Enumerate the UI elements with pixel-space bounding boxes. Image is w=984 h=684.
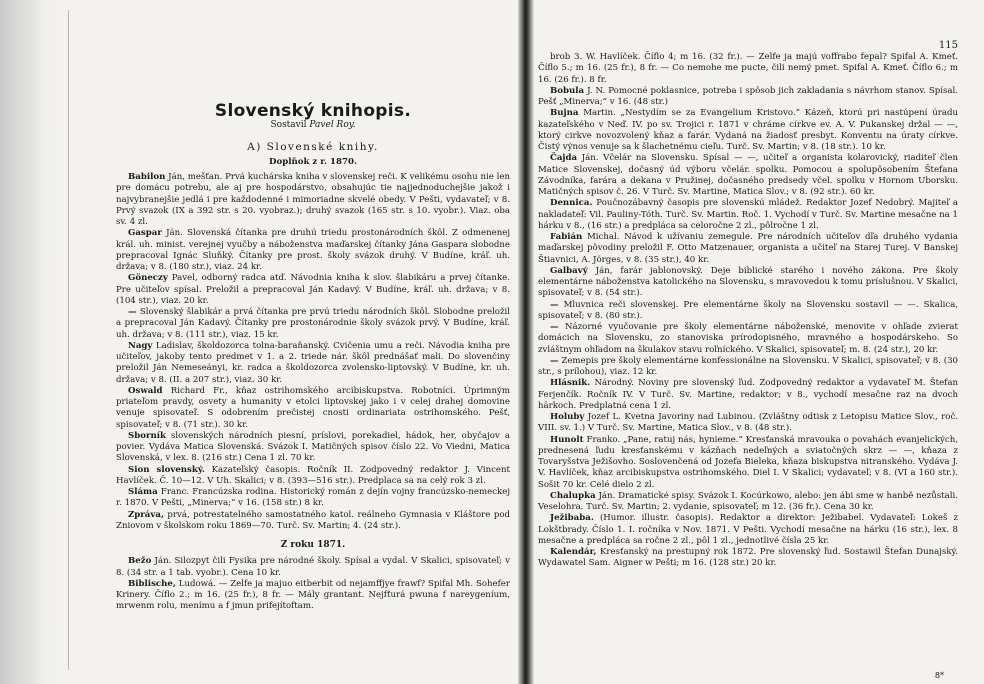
entry-heading: Čajda — [550, 153, 578, 164]
entry-heading: — — [128, 307, 137, 317]
entry-heading: Dennica. — [550, 198, 593, 209]
bibliography-entry — [538, 300, 958, 323]
entry-text: Zemepis pre školy elementárne konfessionálne na Slovensku. V Skalici, spisovateľ; v 8. (30 str., s prílohou), viaz. 12 kr. — [538, 355, 959, 377]
entry-heading: Sborník — [128, 430, 166, 441]
bibliography-entry — [538, 52, 958, 86]
bibliography-entry — [116, 556, 510, 579]
bibliography-entry — [116, 510, 510, 533]
entries-1870 — [116, 172, 510, 532]
page-edge-shadow — [0, 0, 62, 684]
right-page — [528, 0, 984, 684]
entry-heading: Oswald — [128, 385, 163, 396]
entry-text: Michal. Návod k užívaniu zemegule. Pre národních učiteľov dľa druhého vydania maďarskej pôvodiny preložil F. Otto Matzenauer, organista a učiteľ na Starej Turej. V Banskej Štiavnici, A. Jörges, v 8. (35 str.), 40 kr. — [538, 232, 958, 265]
entry-heading: — — [550, 322, 559, 332]
entry-heading: — — [550, 355, 559, 366]
article-title: Slovenský knihopis. — [214, 101, 412, 121]
entry-text: Franc. Francúzska rodina. Historický román z dejín vojny francúzsko-nemeckej r. 1870. V Pešti, „Minerva;“ v 16. (158 str.) 8 kr. — [116, 487, 510, 509]
entry-text: Franko. „Pane, ratuj nás, hynieme.“ Kresťanská mravouka o povahách evanjelických, prednesená ľudu kresťanskému v kázňach nedeľných a sviatočných skrz — —, kňaza z Tovaryšstva Ježišovho. Soslovenčená od Jozefa Bieleka, kňaza biskupstva nitranského. Vydáva J. V. Havlíček, kňaz arcibiskupstva ostrihomského. Diel I. V Skalici; vydavateľ; v 8. (VI a 160 str.). Sošit 70 kr. Celé dielo 2 zl. — [538, 434, 958, 490]
entry-heading: Babilon — [128, 172, 166, 182]
bibliography-entry — [538, 378, 958, 412]
entry-text: Jozef L. Kvetna Javoriny nad Lubinou. (Zvláštny odtisk z Letopisu Matice Slov., roč. VIII. sv. 1.) V Turč. Sv. Martine, Matica Slov., v 8. (48 str.). — [538, 412, 958, 434]
section-heading: A) Slovenské knihy. — [247, 140, 379, 153]
entry-heading: Bujna — [550, 108, 579, 119]
entry-heading: Kalendár, — [550, 547, 597, 557]
entry-heading: Holuby — [550, 412, 585, 422]
bibliography-entry — [116, 465, 510, 488]
bibliography-entry — [116, 386, 510, 431]
entry-heading: Hlásnik. — [550, 378, 591, 389]
entry-text: Ladislav, školdozorca tolna-baraňanský. Cvičenia umu a reči. Návodia kniha pre učiteľov, jakoby tento predmet v 1. a 2. triede nár. škôl prednášať mali. Do slovenčiny preložil Ján Nemeseányi, kr. radca a školdozorca zvolensko-liptovský. V Budíne, kr. uh. država; v 8. (II. a 207 str.), viaz. 30 kr. — [116, 340, 511, 385]
entry-text: (Humor. illustr. časopis). Redaktor a direktor: Ježibabel. Vydavateľ: Lokeš z Lokštbrady. Číslo 1. I. ročníka v Nov. 1871. V Pešti. Vychodí mesačne na hárku (16 str.), lex. 8 mesačne a predpláca sa ročne 2 zl., pôl 1 zl., jednotlivé čísla 25 kr. — [538, 513, 958, 546]
entry-text: Ján, mešťan. Prvá kuchárska kniha v slovenskej reči. K velikému osohu nie len pre domácu potrebu, ale aj pre hospodárstvo, obsahujúc tie najjednoduchejšie jakož i najvybranejšie jedlá i pre každodenné i mimoriadne skvelé obedy. V Pešti, vydavateľ; v 8. Prvý svazok (IX a 392 str. s 20. vyobraz.); druhý svazok (165 str. s 10. vyobr.). Viaz. oba sv. 4 zl. — [116, 172, 510, 227]
entry-heading: — — [550, 299, 559, 310]
entry-text: Richard Fr., kňaz ostrihomského arcibiskupstva. Robotníci. Úprimným priateľom pravdy, osvety a humanity v etolci liptovskej jako i v celej drahej domovine venuje spisovateľ. S odobrením prečistej cnosti ordinariata ostrihomského. Pešť, spisovateľ; v 8. (71 str.). 30 kr. — [116, 385, 510, 430]
left-column — [116, 101, 511, 613]
bibliography-entry — [538, 491, 958, 514]
compiler-name: Pavel Roy. — [309, 120, 356, 131]
entry-heading: Göneczy — [128, 273, 168, 284]
entry-heading: Chalupka — [550, 490, 596, 501]
entry-text: Ludowá. — Zelfe ja majuo eitberbit od nejamffjye frawf? Spifal Mh. Sohefer Krinery. Číflo 2.; m 16. (25 fr.), 8 fr. — Mály grantant. Nejfťurá pwuna f nareygeníum, mrwenm rolu, menímu a f jmun prifejítoftam. — [116, 578, 510, 612]
bibliography-entry — [116, 341, 510, 386]
entry-text: Kazateľský časopis. Ročník II. Zodpovedný redaktor J. Vincent Havlíček. Č. 10—12. V Uh. Skalici; v 8. (393—516 str.). Predplaca sa na celý rok 3 zl. — [116, 464, 511, 486]
entry-text: Pavel, odborný radca atď. Návodnia kniha k slov. šlabikáru a prvej čítanke. Pre učiteľov spísal. Preložil a prepracoval Ján Kadavý. V Budíne, kráľ. uh. država; v 8. (104 str.), viaz. 20 kr. — [116, 273, 510, 306]
entry-heading: Sláma — [128, 487, 158, 497]
entry-text: J. N. Pomocné poklasnice, potreba i spôsob jich zakladania s návrhom stanov. Spísal. Pešť „Minerva;“ v 16. (48 str.) — [538, 85, 958, 107]
bibliography-entry — [538, 153, 958, 198]
compiler-line — [116, 120, 510, 131]
entry-text: Názorné vyučovanie pre školy elementárne náboženské, menovite v ohľade zvierat domácich na Slovensku, zo stanoviska prírodopisného, mravného a hospodárskeho. So zvláštnym ohľadom na škulakov stavu roľníckého. V Skalici, spisovateľ; m. 8. (24 str.), 20 kr. — [538, 322, 958, 355]
bibliography-entry — [116, 579, 510, 613]
bibliography-entry — [538, 356, 958, 379]
printer-signature: 8* — [934, 671, 944, 680]
entry-text: Slovenský šlabikár a prvá čítanka pre prvú triedu národních škôl. Slobodne preložil a prepracoval Ján Kadavý. Čítanky pre prostonárodnie školy svázok prvý. V Budíne, kráľ. uh. država; v 8. (111 str.), viaz. 15 kr. — [116, 307, 511, 340]
entry-heading: Fabián — [550, 232, 583, 242]
bibliography-entry — [116, 273, 510, 307]
entry-heading: Sion slovenský. — [128, 464, 205, 475]
entry-text: brob 3. W. Havlíček. Číflo 4; m 16. (32 fr.). — Zelfe ja majú voffrabo fepal? Spifal A. Kmeť. Číflo 5.; m 16. (25 fr.), 8 fr. — Co nemohe me pucte, čili nemý pmet. Spifal A. Kmeť. Číflo 6.; m 16. (26 fr.). 8 fr. — [538, 52, 958, 85]
bibliography-entry — [538, 513, 958, 547]
entry-heading: Bobula — [550, 85, 585, 96]
entries-right — [538, 52, 958, 570]
bibliography-entry — [538, 435, 958, 491]
entry-heading: Ježibaba. — [550, 513, 594, 524]
right-column — [538, 52, 958, 570]
bibliography-entry — [116, 172, 510, 228]
bibliography-entry — [116, 487, 510, 510]
bibliography-entry — [116, 228, 510, 273]
entry-text: Ján, farár jablonovský. Deje biblické starého i nového zákona. Pre školy elementárne náboženstva katolického na Slovensku, s mravovedou k tomu príslušnou. V Skalici, spisovateľ; v 8. (54 str.). — [538, 265, 958, 299]
entry-heading: Galbavý — [550, 265, 588, 276]
bibliography-entry — [538, 108, 958, 153]
entry-heading: Biblische, — [128, 578, 176, 589]
bibliography-entry — [538, 412, 958, 435]
page-number: 115 — [938, 40, 958, 51]
bibliography-entry — [538, 86, 958, 109]
entry-heading: Gaspar — [128, 228, 162, 239]
bibliography-entry — [116, 431, 510, 465]
entry-text: prvá, potrestatelného samostatného katol. reálneho Gymnasia v Kláštore pod Zniovom v školskom roku 1869—70. Turč. Sv. Martin; 4. (24 str.). — [116, 509, 510, 531]
entry-text: slovenských národních piesní, príslovi, porekadiel, hádok, her, obyčajov a povier. Vydáva Matica Slovenská. Svázok I. Matičných spisov číslo 22. Vo Viedni, Matica Slovenská, v lex. 8. (216 str.) Cena 1 zl. 70 kr. — [116, 430, 510, 464]
supplement-heading: Doplňok z r. 1870. — [269, 156, 357, 167]
entry-text: Národný. Noviny pre slovenský ľud. Zodpovedný redaktor a vydavateľ M. Štefan Ferjenčík. Ročník IV. V Turč. Sv. Martine, redaktor; v 8., vychodí mesačne raz na dvoch hárkoch. Predplatná cena 1 zl. — [538, 378, 958, 411]
entry-heading: Zpráva, — [128, 509, 164, 520]
entry-text: Ján. Slovenská čítanka pre druhú triedu prostonárodních škôl. Z odmenenej král. uh. minist. verejnej vyučby a náboženstva maďarskej čítanky Jána Gaspara slobodne prepracoval Ignác Sluňký. Čítanky pre prost. školy svázok druhý. V Budíne, kráľ. uh. država; v 8. (180 str.), viaz. 24 kr. — [116, 228, 510, 272]
year-heading: Z roku 1871. — [280, 540, 346, 550]
bibliography-entry — [538, 266, 958, 300]
bibliography-entry — [538, 232, 958, 266]
entry-heading: Nagy — [128, 340, 153, 351]
entries-1871 — [116, 556, 510, 612]
bibliography-entry — [116, 307, 510, 341]
compiler-prefix: Sostavil — [270, 120, 307, 131]
entry-heading: Bežo — [128, 556, 152, 567]
left-page — [60, 0, 526, 684]
bibliography-entry — [538, 198, 958, 232]
entry-text: Poučnozábavný časopis pre slovenskú mládež. Redaktor Jozef Nedobrý. Majiteľ a nakladateľ: Vil. Pauliny-Tóth. Turč. Sv. Martin. Roč. 1. Vychodí v Turč. Sv. Martine mesačne na 1 hárku v 8., (16 str.) a predpláca sa celoročne 2 zl., pôlročne 1 zl. — [538, 198, 959, 231]
entry-text: Martin. „Nestydím se za Evangelium Kristovo.“ Kázeň, ktorú pri nastúpení úradu kazateľského v Neď. IV. po sv. Trojici r. 1871 v chráme církve ev. A. V. Pukanskej držal — —, ktorý cirkve novozvolený kňaz a farár. Vydaná na žiadosť presbyt. Konventu na úraty církve. Čistý výnos venuje sa k šlachetnému cieľu. Turč. Sv. Martin; v 8. (18 str.). 10 kr. — [538, 108, 958, 152]
entry-text: Ján. Včelár na Slovensku. Spísal — —, učiteľ a organista kolarovický, riaditeľ člen Matice Slovenskej, dočasný úd výboru včelár. spolku. Pomocou a spolupôsobením Štefana Závodníka, farára a dekana v Pružinej, dočasného predsedy včel. spolku v Hornom Uborsku. Matičných spisov č. 26. V Turč. Sv. Martine, Matica Slov.; v 8. (92 str.). 60 kr. — [538, 153, 959, 197]
entry-text: Mluvnica reči slovenskej. Pre elementárne školy na Slovensku sostavil — —. Skalica, spisovateľ; v 8. (80 str.). — [538, 299, 959, 321]
entry-text: Ján. Dramatické spisy. Svázok I. Kocúrkowo, alebo: jen ábi sme w hanbě nezůstali. Veselohra. Turč. Sv. Martin; 2. vydanie, spisovateľ; m 12. (36 fr.). Cena 30 kr. — [538, 490, 959, 512]
entry-heading: Hunolt — [550, 434, 584, 445]
entry-text: Ján. Silozpyt čili Fysika pre národné školy. Spísal a vydal. V Skalici, spisovateľ; v 8. (34 str. a 1 tab. vyobr.). Cena 10 kr. — [116, 556, 511, 578]
bibliography-entry — [538, 547, 958, 570]
entry-text: Kresťanský na prestupný rok 1872. Pre slovenský ľud. Sostawil Štefan Dunajský. Wydawatel Sam. Aigner w Pešti; m 16. (128 str.) 20 kr. — [538, 547, 958, 569]
bibliography-entry — [538, 322, 958, 356]
